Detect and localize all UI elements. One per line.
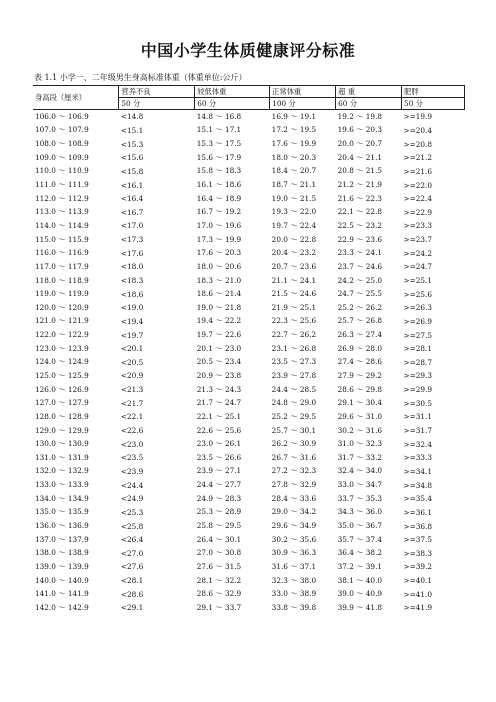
low-weight-cell: 25.3 ～ 28.9: [196, 507, 242, 517]
normal-weight-cell: 21.5 ～ 24.6: [271, 289, 317, 299]
table-row: [33, 424, 465, 438]
table-row: [33, 137, 465, 151]
height-range-cell: 135.0 ～ 135.9: [35, 507, 89, 517]
low-weight-cell: 22.6 ～ 25.6: [196, 425, 242, 435]
height-range-cell: 126.0 ～ 126.9: [35, 384, 89, 394]
low-weight-cell: 29.1 ～ 33.7: [196, 602, 242, 612]
column-header-obese: 肥胖: [402, 86, 465, 98]
obese-cell: >=34.1: [403, 466, 433, 476]
obese-cell: >=19.9: [403, 112, 433, 122]
obese-cell: >=25.6: [403, 289, 433, 299]
malnutrition-cell: <19.4: [120, 316, 144, 326]
normal-weight-cell: 20.0 ～ 22.8: [271, 234, 317, 244]
table-row: [33, 205, 465, 219]
table-row: [33, 260, 465, 274]
table-row: [33, 396, 465, 410]
malnutrition-cell: <27.6: [120, 562, 144, 572]
obese-cell: >=21.6: [403, 166, 433, 176]
overweight-cell: 29.6 ～ 31.0: [337, 411, 383, 421]
low-weight-cell: 16.7 ～ 19.2: [196, 207, 242, 217]
normal-weight-cell: 33.8 ～ 39.8: [271, 602, 317, 612]
malnutrition-cell: <24.4: [120, 480, 144, 490]
normal-weight-cell: 30.9 ～ 36.3: [271, 548, 317, 558]
obese-cell: >=32.4: [403, 439, 433, 449]
page-title: 中国小学生体质健康评分标准: [140, 41, 356, 60]
height-range-cell: 109.0 ～ 109.9: [35, 152, 89, 162]
height-range-cell: 117.0 ～ 117.9: [35, 261, 89, 271]
malnutrition-cell: <22.1: [120, 412, 144, 422]
malnutrition-cell: <22.6: [120, 426, 144, 436]
low-weight-cell: 21.7 ～ 24.7: [196, 398, 242, 408]
height-range-cell: 125.0 ～ 125.9: [35, 370, 89, 380]
normal-weight-cell: 24.8 ～ 29.0: [271, 398, 317, 408]
height-range-cell: 129.0 ～ 129.9: [35, 425, 89, 435]
height-range-cell: 111.0 ～ 111.9: [35, 180, 89, 190]
table-row: [33, 178, 465, 192]
overweight-cell: 39.9 ～ 41.8: [337, 602, 383, 612]
overweight-cell: 30.2 ～ 31.6: [337, 425, 383, 435]
malnutrition-cell: <14.8: [120, 112, 144, 122]
table-row: [33, 533, 465, 547]
normal-weight-cell: 24.4 ～ 28.5: [271, 384, 317, 394]
table-row: [33, 274, 465, 288]
overweight-cell: 34.3 ～ 36.0: [337, 507, 383, 517]
low-weight-cell: 14.8 ～ 16.8: [196, 111, 242, 121]
table-row: [33, 315, 465, 329]
low-weight-cell: 18.6 ～ 21.4: [196, 289, 242, 299]
low-weight-cell: 19.7 ～ 22.6: [196, 330, 242, 340]
overweight-cell: 33.7 ～ 35.3: [337, 493, 383, 503]
overweight-cell: 32.4 ～ 34.0: [337, 466, 383, 476]
overweight-cell: 19.2 ～ 19.8: [337, 111, 383, 121]
normal-weight-cell: 18.0 ～ 20.3: [271, 152, 317, 162]
malnutrition-cell: <20.1: [120, 344, 144, 354]
overweight-cell: 35.7 ～ 37.4: [337, 534, 383, 544]
score-header: 100 分: [270, 98, 336, 110]
normal-weight-cell: 21.9 ～ 25.1: [271, 302, 317, 312]
obese-cell: >=35.4: [403, 494, 433, 504]
obese-cell: >=20.4: [403, 125, 433, 135]
height-range-cell: 108.0 ～ 108.9: [35, 139, 89, 149]
low-weight-cell: 25.8 ～ 29.5: [196, 521, 242, 531]
column-header-malnutrition: 营养不良: [119, 86, 195, 98]
malnutrition-cell: <15.8: [120, 166, 144, 176]
height-range-cell: 119.0 ～ 119.9: [35, 289, 89, 299]
low-weight-cell: 23.5 ～ 26.6: [196, 452, 242, 462]
normal-weight-cell: 16.9 ～ 19.1: [271, 111, 317, 121]
obese-cell: >=39.2: [403, 562, 433, 572]
height-range-cell: 115.0 ～ 115.9: [35, 234, 89, 244]
table-row: [33, 233, 465, 247]
obese-cell: >=22.0: [403, 180, 433, 190]
overweight-cell: 29.1 ～ 30.4: [337, 398, 383, 408]
overweight-cell: 39.0 ～ 40.9: [337, 589, 383, 599]
normal-weight-cell: 26.2 ～ 30.9: [271, 439, 317, 449]
overweight-cell: 22.9 ～ 23.6: [337, 234, 383, 244]
malnutrition-cell: <29.1: [120, 603, 144, 613]
table-row: [33, 478, 465, 492]
table-row: [33, 219, 465, 233]
height-range-header: 身高段（厘米）: [33, 86, 119, 110]
height-range-cell: 131.0 ～ 131.9: [35, 452, 89, 462]
height-range-cell: 122.0 ～ 122.9: [35, 330, 89, 340]
height-range-cell: 141.0 ～ 141.9: [35, 589, 89, 599]
table-body: [33, 110, 465, 615]
malnutrition-cell: <28.6: [120, 589, 144, 599]
malnutrition-cell: <16.1: [120, 180, 144, 190]
low-weight-cell: 20.9 ～ 23.8: [196, 370, 242, 380]
normal-weight-cell: 19.0 ～ 21.5: [271, 193, 317, 203]
table-row: [33, 451, 465, 465]
normal-weight-cell: 26.7 ～ 31.6: [271, 452, 317, 462]
table-row: [33, 560, 465, 574]
weight-standard-table: [33, 85, 465, 615]
height-range-cell: 106.0 ～ 106.9: [35, 111, 89, 121]
obese-cell: >=41.9: [403, 603, 433, 613]
low-weight-cell: 20.1 ～ 23.0: [196, 343, 242, 353]
obese-cell: >=29.3: [403, 371, 433, 381]
normal-weight-cell: 29.0 ～ 34.2: [271, 507, 317, 517]
table-row: [33, 383, 465, 397]
overweight-cell: 22.1 ～ 22.8: [337, 207, 383, 217]
malnutrition-cell: <27.0: [120, 548, 144, 558]
low-weight-cell: 23.0 ～ 26.1: [196, 439, 242, 449]
obese-cell: >=22.4: [403, 194, 433, 204]
obese-cell: >=20.8: [403, 139, 433, 149]
obese-cell: >=38.3: [403, 548, 433, 558]
normal-weight-cell: 30.2 ～ 35.6: [271, 534, 317, 544]
low-weight-cell: 15.8 ～ 18.3: [196, 166, 242, 176]
score-header: 50 分: [119, 98, 195, 110]
obese-cell: >=36.1: [403, 507, 433, 517]
low-weight-cell: 20.5 ～ 23.4: [196, 357, 242, 367]
height-range-cell: 136.0 ～ 136.9: [35, 521, 89, 531]
malnutrition-cell: <15.1: [120, 125, 144, 135]
normal-weight-cell: 23.1 ～ 26.8: [271, 343, 317, 353]
obese-cell: >=33.3: [403, 453, 433, 463]
overweight-cell: 31.0 ～ 32.3: [337, 439, 383, 449]
column-header-overweight: 超 重: [336, 86, 402, 98]
malnutrition-cell: <18.3: [120, 276, 144, 285]
normal-weight-cell: 27.8 ～ 32.9: [271, 480, 317, 490]
header-row-categories: [33, 86, 465, 98]
malnutrition-cell: <18.0: [120, 262, 144, 272]
overweight-cell: 24.2 ～ 25.0: [337, 275, 383, 285]
table-row: [33, 165, 465, 179]
height-range-cell: 139.0 ～ 139.9: [35, 561, 89, 571]
table-row: [33, 519, 465, 533]
overweight-cell: 23.3 ～ 24.1: [337, 248, 383, 258]
overweight-cell: 26.3 ～ 27.4: [337, 330, 383, 340]
height-range-cell: 120.0 ～ 120.9: [35, 302, 89, 312]
obese-cell: >=26.3: [403, 303, 433, 313]
overweight-cell: 27.9 ～ 29.2: [337, 370, 383, 380]
height-range-cell: 142.0 ～ 142.9: [35, 602, 89, 612]
low-weight-cell: 17.3 ～ 19.9: [196, 234, 242, 244]
low-weight-cell: 22.1 ～ 25.1: [196, 411, 242, 421]
normal-weight-cell: 20.7 ～ 23.6: [271, 261, 317, 271]
low-weight-cell: 16.4 ～ 18.9: [196, 193, 242, 203]
normal-weight-cell: 19.3 ～ 22.0: [271, 207, 317, 217]
table-row: [33, 587, 465, 601]
malnutrition-cell: <15.6: [120, 153, 144, 163]
obese-cell: >=30.5: [403, 398, 433, 408]
overweight-cell: 22.5 ～ 23.2: [337, 220, 383, 230]
normal-weight-cell: 31.6 ～ 37.1: [271, 561, 317, 571]
low-weight-cell: 17.6 ～ 20.3: [196, 248, 242, 258]
height-range-cell: 124.0 ～ 124.9: [35, 357, 89, 367]
obese-cell: >=23.3: [403, 221, 433, 231]
normal-weight-cell: 27.2 ～ 32.3: [271, 466, 317, 476]
height-range-cell: 132.0 ～ 132.9: [35, 466, 89, 476]
low-weight-cell: 26.4 ～ 30.1: [196, 534, 242, 544]
normal-weight-cell: 28.4 ～ 33.6: [271, 493, 317, 503]
table-row: [33, 601, 465, 615]
malnutrition-cell: <16.4: [120, 194, 144, 204]
low-weight-cell: 19.0 ～ 21.8: [196, 302, 242, 312]
table-row: [33, 465, 465, 479]
table-row: [33, 110, 465, 124]
score-header: 60 分: [336, 98, 402, 110]
obese-cell: >=41.0: [403, 589, 433, 599]
obese-cell: >=31.7: [403, 426, 433, 436]
malnutrition-cell: <25.3: [120, 507, 144, 517]
overweight-cell: 36.4 ～ 38.2: [337, 548, 383, 558]
normal-weight-cell: 19.7 ～ 22.4: [271, 220, 317, 230]
obese-cell: >=23.7: [403, 235, 433, 245]
height-range-cell: 107.0 ～ 107.9: [35, 125, 89, 135]
normal-weight-cell: 22.3 ～ 25.6: [271, 316, 317, 326]
malnutrition-cell: <23.9: [120, 466, 144, 476]
overweight-cell: 38.1 ～ 40.0: [337, 575, 383, 585]
overweight-cell: 20.8 ～ 21.5: [337, 166, 383, 176]
obese-cell: >=34.8: [403, 480, 433, 490]
low-weight-cell: 19.4 ～ 22.2: [196, 316, 242, 326]
height-range-cell: 112.0 ～ 112.9: [35, 193, 89, 203]
malnutrition-cell: <26.4: [120, 535, 144, 545]
obese-cell: >=24.2: [403, 248, 433, 258]
normal-weight-cell: 29.6 ～ 34.9: [271, 521, 317, 531]
overweight-cell: 31.7 ～ 33.2: [337, 452, 383, 462]
overweight-cell: 35.0 ～ 36.7: [337, 521, 383, 531]
normal-weight-cell: 18.7 ～ 21.1: [271, 180, 317, 190]
table-row: [33, 151, 465, 165]
normal-weight-cell: 17.6 ～ 19.9: [271, 139, 317, 149]
height-range-cell: 116.0 ～ 116.9: [35, 248, 89, 258]
malnutrition-cell: <24.9: [120, 494, 144, 504]
normal-weight-cell: 25.7 ～ 30.1: [271, 425, 317, 435]
malnutrition-cell: <18.6: [120, 289, 144, 299]
column-header-normal-weight: 正常体重: [270, 86, 336, 98]
table-row: [33, 342, 465, 356]
malnutrition-cell: <28.1: [120, 576, 144, 586]
overweight-cell: 33.0 ～ 34.7: [337, 480, 383, 490]
normal-weight-cell: 25.2 ～ 29.5: [271, 411, 317, 421]
height-range-cell: 114.0 ～ 114.9: [35, 220, 89, 230]
height-range-cell: 137.0 ～ 137.9: [35, 534, 89, 544]
obese-cell: >=25.1: [403, 276, 433, 285]
normal-weight-cell: 32.3 ～ 38.0: [271, 575, 317, 585]
height-range-cell: 134.0 ～ 134.9: [35, 493, 89, 503]
height-range-cell: 123.0 ～ 123.9: [35, 343, 89, 353]
table-row: [33, 547, 465, 561]
low-weight-cell: 27.6 ～ 31.5: [196, 561, 242, 571]
overweight-cell: 21.2 ～ 21.9: [337, 180, 383, 190]
malnutrition-cell: <25.8: [120, 521, 144, 531]
height-range-cell: 110.0 ～ 110.9: [35, 166, 89, 176]
low-weight-cell: 28.1 ～ 32.2: [196, 575, 242, 585]
table-caption: 表 1.1 小学一、二年级男生身高标准体重（体重单位:公斤）: [34, 73, 247, 82]
malnutrition-cell: <20.5: [120, 357, 144, 367]
malnutrition-cell: <16.7: [120, 207, 144, 217]
normal-weight-cell: 22.7 ～ 26.2: [271, 330, 317, 340]
low-weight-cell: 18.0 ～ 20.6: [196, 261, 242, 271]
malnutrition-cell: <20.9: [120, 371, 144, 381]
malnutrition-cell: <19.0: [120, 303, 144, 313]
normal-weight-cell: 21.1 ～ 24.1: [271, 275, 317, 285]
low-weight-cell: 18.3 ～ 21.0: [196, 275, 242, 285]
obese-cell: >=27.5: [403, 330, 433, 340]
overweight-cell: 21.6 ～ 22.3: [337, 193, 383, 203]
normal-weight-cell: 23.5 ～ 27.3: [271, 357, 317, 367]
low-weight-cell: 17.0 ～ 19.6: [196, 220, 242, 230]
obese-cell: >=28.1: [403, 344, 433, 354]
malnutrition-cell: <21.3: [120, 385, 144, 395]
table-row: [33, 287, 465, 301]
table-row: [33, 410, 465, 424]
table-row: [33, 328, 465, 342]
obese-cell: >=36.8: [403, 521, 433, 531]
overweight-cell: 24.7 ～ 25.5: [337, 289, 383, 299]
table-row: [33, 246, 465, 260]
overweight-cell: 20.4 ～ 21.1: [337, 152, 383, 162]
low-weight-cell: 28.6 ～ 32.9: [196, 589, 242, 599]
height-range-cell: 128.0 ～ 128.9: [35, 411, 89, 421]
overweight-cell: 19.6 ～ 20.3: [337, 125, 383, 135]
table-row: [33, 192, 465, 206]
obese-cell: >=40.1: [403, 576, 433, 586]
obese-cell: >=29.9: [403, 385, 433, 395]
overweight-cell: 26.9 ～ 28.0: [337, 343, 383, 353]
height-range-cell: 121.0 ～ 121.9: [35, 316, 89, 326]
normal-weight-cell: 20.4 ～ 23.2: [271, 248, 317, 258]
malnutrition-cell: <17.0: [120, 221, 144, 231]
height-range-cell: 138.0 ～ 138.9: [35, 548, 89, 558]
malnutrition-cell: <15.3: [120, 139, 144, 149]
obese-cell: >=24.7: [403, 262, 433, 272]
table-row: [33, 574, 465, 588]
height-range-cell: 118.0 ～ 118.9: [35, 275, 89, 285]
obese-cell: >=26.9: [403, 316, 433, 326]
low-weight-cell: 15.6 ～ 17.9: [196, 152, 242, 162]
table-row: [33, 301, 465, 315]
obese-cell: >=22.9: [403, 207, 433, 217]
overweight-cell: 25.7 ～ 26.8: [337, 316, 383, 326]
column-header-low-weight: 较低体重: [195, 86, 270, 98]
malnutrition-cell: <17.6: [120, 248, 144, 258]
height-range-cell: 140.0 ～ 140.9: [35, 575, 89, 585]
obese-cell: >=37.5: [403, 535, 433, 545]
table-row: [33, 437, 465, 451]
low-weight-cell: 23.9 ～ 27.1: [196, 466, 242, 476]
table-row: [33, 492, 465, 506]
overweight-cell: 28.6 ～ 29.8: [337, 384, 383, 394]
malnutrition-cell: <17.3: [120, 235, 144, 245]
table-row: [33, 506, 465, 520]
overweight-cell: 23.7 ～ 24.6: [337, 261, 383, 271]
low-weight-cell: 24.9 ～ 28.3: [196, 493, 242, 503]
overweight-cell: 20.0 ～ 20.7: [337, 139, 383, 149]
height-range-cell: 130.0 ～ 130.9: [35, 439, 89, 449]
height-range-cell: 113.0 ～ 113.9: [35, 207, 89, 217]
malnutrition-cell: <23.5: [120, 453, 144, 463]
malnutrition-cell: <19.7: [120, 330, 144, 340]
score-header: 60 分: [195, 98, 270, 110]
score-header: 50 分: [402, 98, 465, 110]
obese-cell: >=21.2: [403, 153, 433, 163]
low-weight-cell: 15.1 ～ 17.1: [196, 125, 242, 135]
table-row: [33, 356, 465, 370]
overweight-cell: 37.2 ～ 39.1: [337, 561, 383, 571]
table-row: [33, 124, 465, 138]
obese-cell: >=28.7: [403, 357, 433, 367]
height-range-cell: 127.0 ～ 127.9: [35, 398, 89, 408]
malnutrition-cell: <23.0: [120, 439, 144, 449]
low-weight-cell: 15.3 ～ 17.5: [196, 139, 242, 149]
height-range-cell: 133.0 ～ 133.9: [35, 480, 89, 490]
table-row: [33, 369, 465, 383]
normal-weight-cell: 18.4 ～ 20.7: [271, 166, 317, 176]
normal-weight-cell: 17.2 ～ 19.5: [271, 125, 317, 135]
low-weight-cell: 27.0 ～ 30.8: [196, 548, 242, 558]
low-weight-cell: 21.3 ～ 24.3: [196, 384, 242, 394]
low-weight-cell: 16.1 ～ 18.6: [196, 180, 242, 190]
low-weight-cell: 24.4 ～ 27.7: [196, 480, 242, 490]
obese-cell: >=31.1: [403, 412, 433, 422]
normal-weight-cell: 23.9 ～ 27.8: [271, 370, 317, 380]
normal-weight-cell: 33.0 ～ 38.9: [271, 589, 317, 599]
overweight-cell: 25.2 ～ 26.2: [337, 302, 383, 312]
malnutrition-cell: <21.7: [120, 398, 144, 408]
overweight-cell: 27.4 ～ 28.6: [337, 357, 383, 367]
